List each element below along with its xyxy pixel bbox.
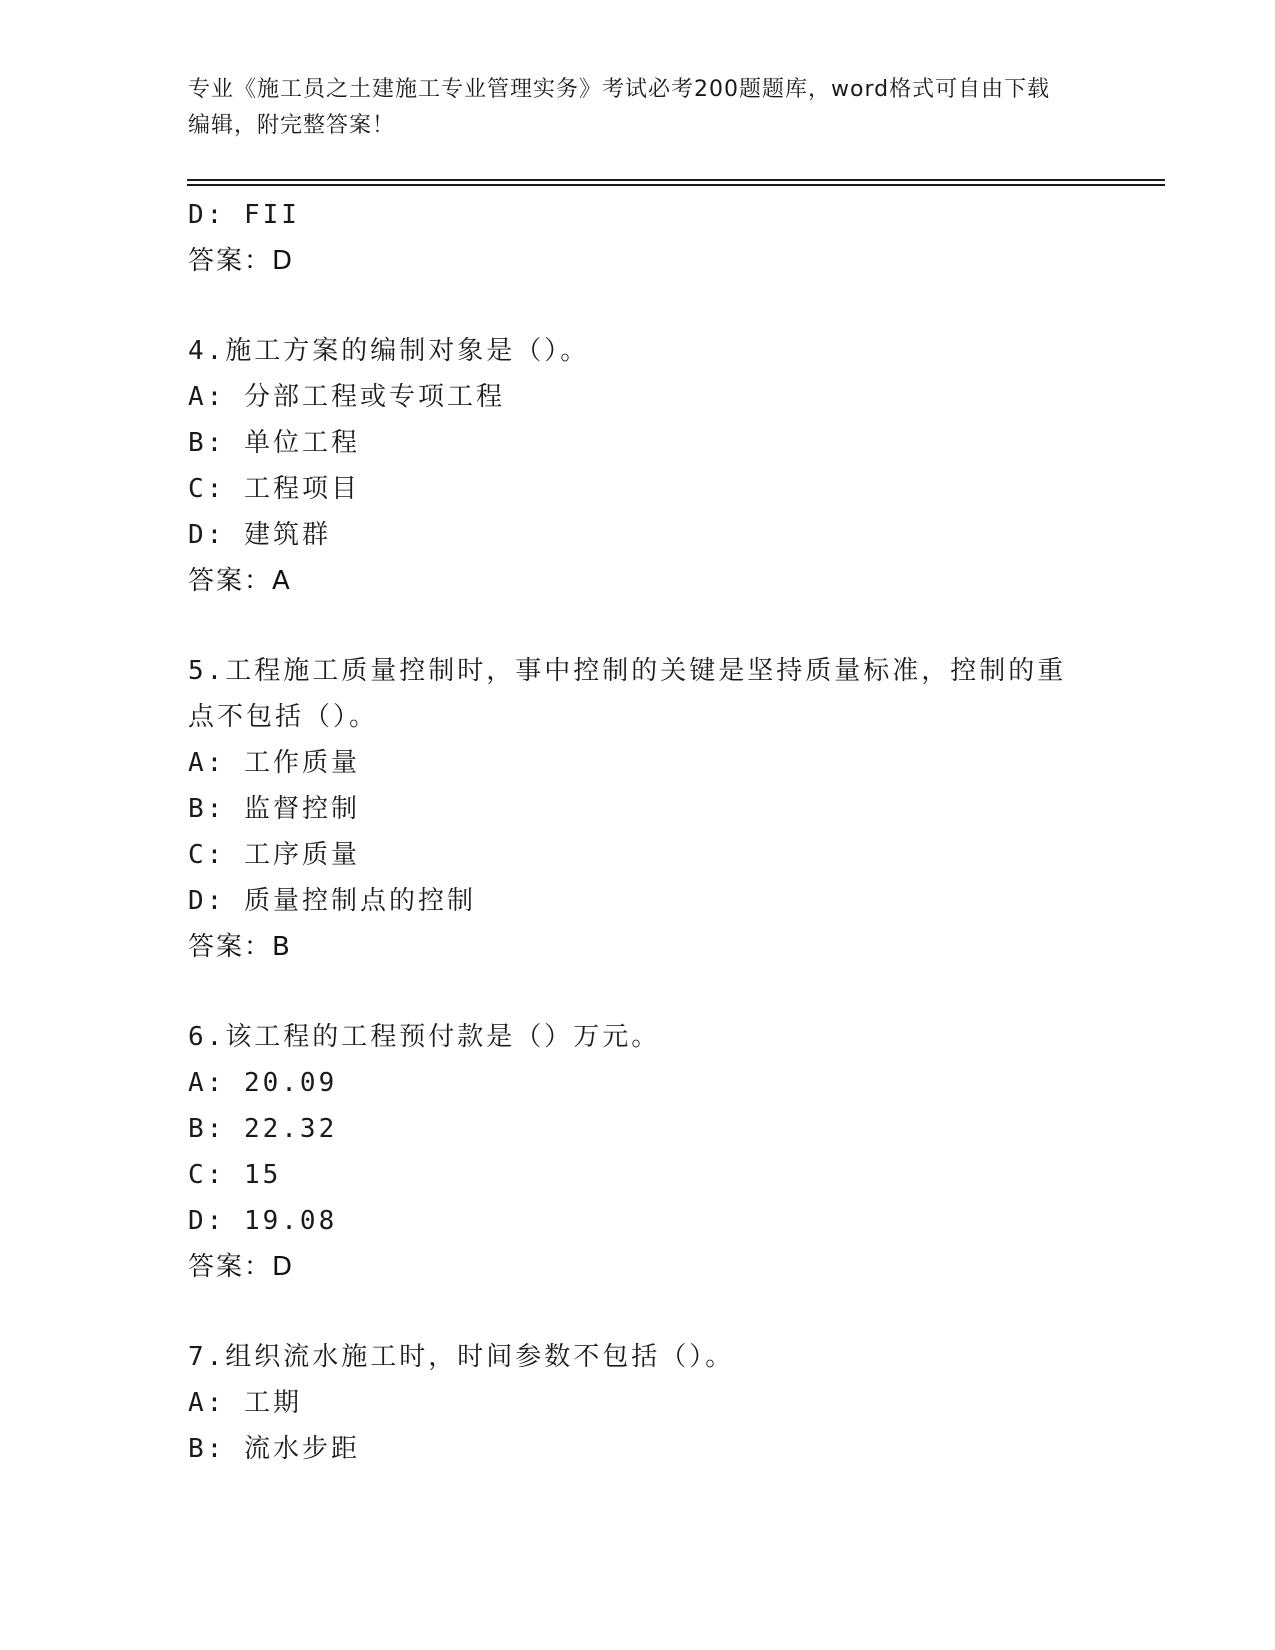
option-d: D: 建筑群 [188,520,331,550]
document-header: 专业《施工员之土建施工专业管理实务》考试必考200题题库，word格式可自由下载编辑，附完整答案！ [188,77,1051,138]
answer-line: 答案：A [188,566,292,596]
option-b: B: 流水步距 [188,1434,360,1464]
spacer [188,284,1088,328]
header-divider-bottom [187,184,1165,186]
option-d: D: 质量控制点的控制 [188,886,476,916]
answer-line: 答案：D [188,1252,295,1282]
option-d: D: FII [188,200,300,230]
question-list [188,192,1088,1472]
answer-line: 答案：B [188,932,292,962]
option-a: A: 工期 [188,1388,302,1418]
spacer [188,604,1088,648]
spacer [188,970,1088,1014]
question-stem: 7.组织流水施工时，时间参数不包括（）。 [188,1342,735,1372]
option-a: A: 工作质量 [188,748,360,778]
question-stem: 4.施工方案的编制对象是（）。 [188,336,590,366]
header-divider-top [187,179,1165,181]
question-stem: 6.该工程的工程预付款是（）万元。 [188,1022,661,1052]
question-stem: 5.工程施工质量控制时，事中控制的关键是坚持质量标准，控制的重点不包括（）。 [188,656,1067,732]
option-a: A: 分部工程或专项工程 [188,382,505,412]
spacer [188,1290,1088,1334]
option-b: B: 22.32 [188,1114,338,1144]
option-b: B: 监督控制 [188,794,360,824]
option-c: C: 工序质量 [188,840,360,870]
option-a: A: 20.09 [188,1068,338,1098]
option-c: C: 15 [188,1160,282,1190]
option-b: B: 单位工程 [188,428,360,458]
option-d: D: 19.08 [188,1206,338,1236]
option-c: C: 工程项目 [188,474,360,504]
answer-line: 答案：D [188,246,295,276]
